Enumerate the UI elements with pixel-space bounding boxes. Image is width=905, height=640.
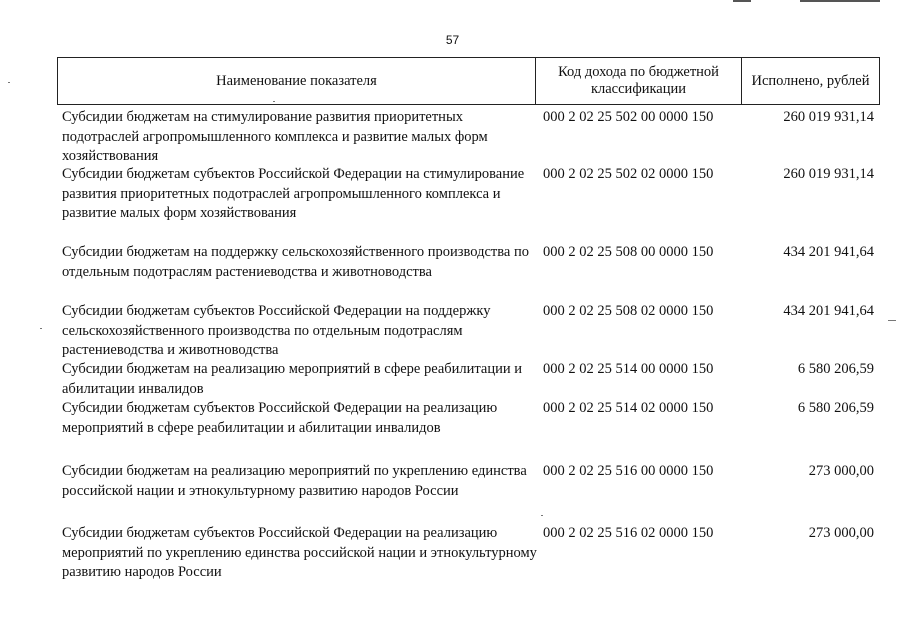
header-name: Наименование показателя: [58, 58, 536, 104]
row-name: Субсидии бюджетам субъектов Российской Федерации на реализацию мероприятий в сфере реабилитации и абилитации инвалидов: [62, 400, 498, 436]
row-name: Субсидии бюджетам на реализацию мероприятий в сфере реабилитации и абилитации инвалидов: [62, 361, 523, 397]
row-amount: 6 580 206,59: [797, 400, 874, 416]
row-amount: 434 201 941,64: [783, 303, 874, 319]
table-header: [57, 57, 880, 105]
row-amount: 260 019 931,14: [783, 109, 874, 125]
row-name: Субсидии бюджетам на стимулирование развития приоритетных подотраслей агропромышленного комплекса и развитие малых форм хозяйствования: [62, 109, 488, 164]
row-amount: 260 019 931,14: [783, 166, 874, 182]
row-name: Субсидии бюджетам субъектов Российской Федерации на поддержку сельскохозяйственного производства по отдельным подотраслям растениеводства и животноводства: [62, 303, 491, 358]
row-name: Субсидии бюджетам субъектов Российской Федерации на реализацию мероприятий по укреплению единства российской нации и этнокультурному развитию народов России: [62, 525, 537, 580]
row-code: 000 2 02 25 514 02 0000 150: [543, 400, 714, 416]
scan-mark-left: [733, 0, 751, 2]
scan-speck: [273, 101, 275, 102]
row-code: 000 2 02 25 508 00 0000 150: [543, 244, 714, 260]
row-code: 000 2 02 25 502 00 0000 150: [543, 109, 714, 125]
row-name: Субсидии бюджетам субъектов Российской Федерации на стимулирование развития приоритетных подотраслей агропромышленного комплекса и развитие малых форм хозяйствования: [62, 166, 525, 221]
row-code: 000 2 02 25 516 00 0000 150: [543, 463, 714, 479]
row-code: 000 2 02 25 508 02 0000 150: [543, 303, 714, 319]
header-amount: Исполнено, рублей: [751, 72, 870, 89]
row-code: 000 2 02 25 516 02 0000 150: [543, 525, 714, 541]
row-amount: 273 000,00: [808, 463, 874, 479]
row-amount: 434 201 941,64: [783, 244, 874, 260]
scan-speck: [888, 320, 896, 321]
scan-speck: [541, 515, 543, 516]
row-amount: 6 580 206,59: [797, 361, 874, 377]
page-number: 57: [445, 33, 460, 47]
scan-speck: [40, 328, 42, 329]
header-code: Код дохода по бюджетной классификации: [536, 58, 742, 104]
scan-mark-right: [800, 0, 880, 2]
row-amount: 273 000,00: [808, 525, 874, 541]
row-name: Субсидии бюджетам на реализацию мероприятий по укреплению единства российской нации и этнокультурному развитию народов России: [62, 463, 527, 499]
row-name: Субсидии бюджетам на поддержку сельскохозяйственного производства по отдельным подотраслям растениеводства и животноводства: [62, 244, 529, 280]
scan-speck: [8, 82, 10, 83]
row-code: 000 2 02 25 514 00 0000 150: [543, 361, 714, 377]
row-code: 000 2 02 25 502 02 0000 150: [543, 166, 714, 182]
